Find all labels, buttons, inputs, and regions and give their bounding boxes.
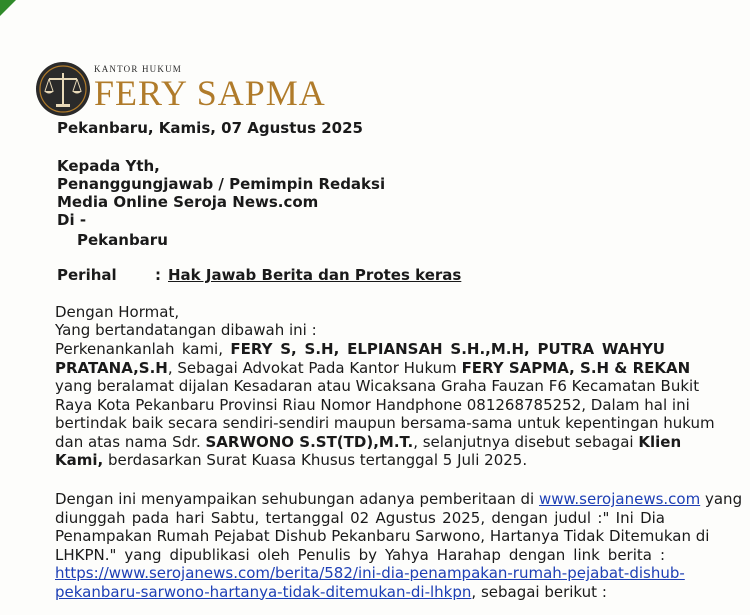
para2-line: Penampakan Rumah Pejabat Dishub Pekanbaru Sarwono, Hartanya Tidak Ditemukan di [55, 527, 710, 545]
recipient-city: Pekanbaru [77, 231, 168, 249]
text-span: Dengan ini menyampaikan sehubungan adanya pemberitaan di [55, 490, 539, 508]
client-name: SARWONO S.ST(TD),M.T. [205, 432, 414, 451]
subject-separator: : [155, 266, 161, 284]
para2-line: LHKPN." yang dipublikasi oleh Penulis by Yahya Harahap dengan link berita : [55, 545, 665, 564]
para1-line [55, 432, 682, 452]
para1-line: Raya Kota Pekanbaru Provinsi Riau Nomor Handphone 081268785252, Dalam hal ini [55, 395, 690, 414]
text-span: Perkenankanlah kami, [55, 340, 231, 358]
advocate-name: PRATANA,S.H [55, 358, 168, 377]
text-span: dan atas nama Sdr. [55, 432, 206, 451]
serojanews-link[interactable]: www.serojanews.com [538, 490, 701, 508]
article-link-part1[interactable]: https://www.serojanews.com/berita/582/ini-dia-penampakan-rumah-pejabat-dishub- [55, 564, 685, 582]
para2-line [55, 490, 743, 509]
firm-name-inline: FERY SAPMA, S.H & REKAN [461, 358, 691, 377]
paragraph-authorization [55, 340, 715, 470]
article-link-part2[interactable]: pekanbaru-sarwono-hartanya-tidak-ditemukan-di-lhkpn [55, 582, 472, 601]
place-date: Pekanbaru, Kamis, 07 Agustus 2025 [57, 119, 363, 137]
text-span: berdasarkan Surat Kuasa Khusus tertanggal 5 Juli 2025. [103, 451, 528, 469]
paragraph-news-reference [55, 490, 743, 601]
text-span: , sebagai berikut : [471, 582, 607, 601]
recipient-di: Di - [57, 211, 87, 229]
para2-line [55, 583, 665, 602]
recipient-position: Penanggungjawab / Pemimpin Redaksi [57, 175, 386, 193]
greeting: Dengan Hormat, [55, 303, 180, 321]
recipient-salutation: Kepada Yth, [57, 157, 160, 175]
intro-line: Yang bertandatangan dibawah ini : [55, 321, 317, 339]
letterhead-firm-name: FERY SAPMA [94, 73, 326, 113]
para1-line: yang beralamat dijalan Kesadaran atau Wicaksana Graha Fauzan F6 Kecamatan Bukit [55, 377, 700, 395]
text-span: , selanjutnya disebut sebagai [413, 432, 639, 451]
client-label-cont: Kami, [55, 451, 104, 469]
recipient-media: Media Online Seroja News.com [57, 193, 319, 211]
subject-text: Hak Jawab Berita dan Protes keras [168, 266, 462, 284]
text-span: yang [700, 490, 743, 508]
subject-label: Perihal [57, 266, 117, 284]
corner-mark [0, 0, 16, 16]
para2-line: diunggah pada hari Sabtu, tertanggal 02 Agustus 2025, dengan judul :" Ini Dia [55, 508, 665, 527]
para1-line: bertindak baik secara sendiri-sendiri maupun bersama-sama untuk kepentingan hukum [55, 414, 715, 432]
text-span: , Sebagai Advokat Pada Kantor Hukum [167, 358, 462, 377]
client-label: Klien [638, 432, 682, 451]
scales-of-justice-logo-icon [34, 60, 92, 118]
para2-line [55, 564, 685, 583]
para1-line [55, 358, 691, 378]
letterhead-subtitle: KANTOR HUKUM [94, 64, 182, 74]
para1-line [55, 451, 665, 470]
advocate-names: FERY S, S.H, ELPIANSAH S.H.,M.H, PUTRA WAHYU [230, 340, 665, 358]
para1-line [55, 340, 665, 359]
